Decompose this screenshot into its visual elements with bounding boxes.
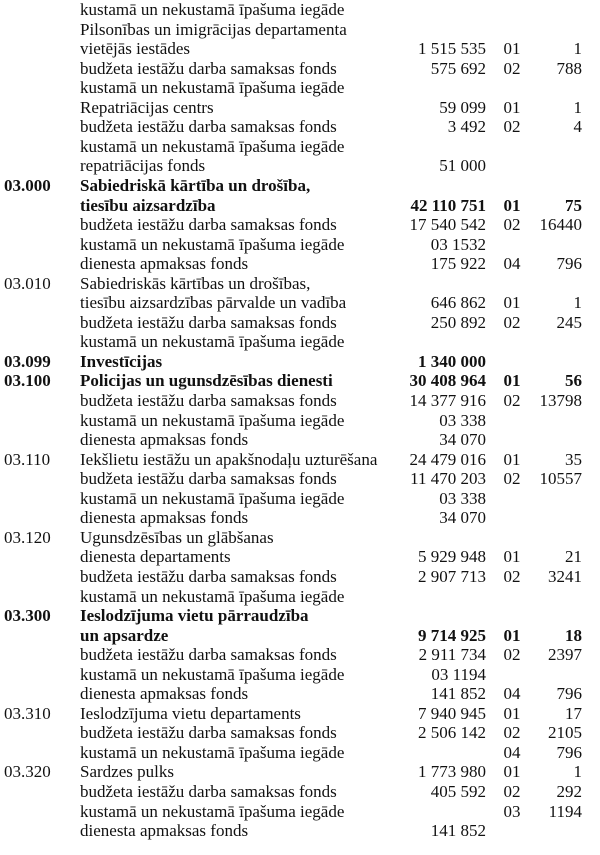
table-row	[0, 235, 600, 255]
row-description: tiesību aizsardzība	[80, 195, 216, 215]
table-row	[0, 39, 600, 59]
row-code-col2: 35	[565, 449, 582, 469]
row-amount: 34 070	[439, 430, 486, 450]
table-row	[0, 352, 600, 372]
row-code-col1: 01	[503, 547, 521, 567]
row-description: Ugunsdzēsības un glābšanas	[80, 527, 274, 547]
row-description: dienesta apmaksas fonds	[80, 254, 249, 274]
table-row	[0, 215, 600, 235]
row-amount: 24 479 016	[409, 449, 486, 469]
row-amount: 03 1194	[431, 664, 486, 684]
table-row	[0, 176, 600, 196]
row-code-col2: 17	[565, 703, 582, 723]
row-code-col1: 01	[503, 762, 521, 782]
row-code-col1: 02	[503, 391, 521, 410]
table-row	[0, 743, 600, 763]
row-description: budžeta iestāžu darba samaksas fonds	[80, 469, 337, 489]
row-code: 03.010	[4, 273, 51, 293]
row-code-col1: 04	[503, 684, 521, 704]
row-description: kustamā un nekustamā īpašuma iegāde	[80, 332, 345, 352]
table-row	[0, 821, 600, 841]
row-description: budžeta iestāžu darba samaksas fonds	[80, 723, 337, 743]
row-description: kustamā un nekustamā īpašuma iegāde	[80, 410, 345, 430]
row-code-col2: 4	[573, 117, 582, 137]
row-code-col1: 01	[503, 293, 521, 313]
row-description: kustamā un nekustamā īpašuma iegāde	[80, 742, 345, 762]
row-code-col2: 2397	[548, 645, 582, 665]
table-row	[0, 78, 600, 98]
table-row	[0, 684, 600, 704]
row-description: un apsardze	[80, 625, 169, 645]
row-amount: 250 892	[430, 312, 486, 332]
row-description: kustamā un nekustamā īpašuma iegāde	[80, 801, 345, 821]
row-amount: 575 692	[430, 58, 486, 78]
row-code-col2: 796	[556, 684, 582, 704]
row-code-col2: 1194	[548, 801, 582, 821]
row-amount: 646 862	[430, 293, 486, 313]
row-code-col1: 01	[503, 449, 521, 469]
row-code: 03.320	[4, 762, 51, 782]
row-code-col2: 1	[573, 39, 582, 59]
row-description: Investīcijas	[80, 351, 163, 371]
row-description: vietējās iestādes	[80, 39, 190, 59]
row-amount: 2 506 142	[418, 723, 486, 743]
row-code: 03.100	[4, 371, 51, 391]
table-row	[0, 391, 600, 411]
table-row	[0, 626, 600, 646]
row-code-col2: 16440	[539, 215, 582, 235]
table-row	[0, 411, 600, 431]
row-description: Sabiedriskā kārtība un drošība,	[80, 175, 311, 195]
table-row	[0, 606, 600, 626]
row-code-col1: 03	[503, 801, 521, 821]
row-code-col1: 02	[503, 566, 521, 586]
row-code-col2: 292	[556, 782, 582, 801]
row-amount: 03 1532	[430, 234, 486, 254]
table-row	[0, 723, 600, 743]
row-code-col1: 01	[503, 371, 521, 391]
row-amount: 1 773 980	[418, 762, 486, 782]
row-description: budžeta iestāžu darba samaksas fonds	[80, 117, 337, 137]
row-code-col1: 01	[503, 625, 521, 645]
row-code: 03.300	[4, 606, 51, 626]
row-description: Repatriācijas centrs	[80, 97, 214, 117]
row-code-col2: 796	[556, 254, 582, 274]
row-description: Sabiedriskās kārtības un drošības,	[80, 273, 311, 293]
row-amount: 2 907 713	[418, 566, 486, 586]
table-row	[0, 508, 600, 528]
row-amount: 3 492	[447, 117, 486, 137]
row-code-col1: 02	[503, 782, 521, 801]
row-description: budžeta iestāžu darba samaksas fonds	[80, 566, 337, 586]
row-code-col2: 18	[565, 625, 582, 645]
row-description: Pilsonības un imigrācijas departamenta	[80, 19, 347, 39]
row-description: kustamā un nekustamā īpašuma iegāde	[80, 488, 345, 508]
row-code-col2: 1	[573, 293, 582, 313]
row-description: Ieslodzījuma vietu pārraudzība	[80, 606, 309, 626]
row-amount: 175 922	[430, 254, 486, 274]
row-code-col2: 245	[556, 312, 582, 332]
row-description: kustamā un nekustamā īpašuma iegāde	[80, 78, 345, 98]
table-row	[0, 0, 600, 20]
row-description: repatriācijas fonds	[80, 156, 206, 176]
row-description: tiesību aizsardzības pārvalde un vadība	[80, 293, 347, 313]
row-code-col1: 02	[503, 469, 521, 489]
row-description: dienesta departaments	[80, 547, 231, 567]
row-amount: 03 338	[439, 488, 486, 508]
row-code-col1: 02	[503, 723, 521, 743]
table-row	[0, 450, 600, 470]
table-row	[0, 782, 600, 802]
row-description: budžeta iestāžu darba samaksas fonds	[80, 312, 337, 332]
table-row	[0, 547, 600, 567]
row-code-col2: 1	[573, 97, 582, 117]
row-code-col1: 02	[503, 117, 521, 137]
row-code-col1: 04	[503, 742, 521, 762]
row-description: dienesta apmaksas fonds	[80, 821, 249, 841]
table-row	[0, 430, 600, 450]
table-row	[0, 704, 600, 724]
row-description: Iekšlietu iestāžu un apakšnodaļu uzturēšana	[80, 449, 378, 469]
table-row	[0, 762, 600, 782]
table-row	[0, 293, 600, 313]
row-code-col2: 10557	[539, 469, 582, 489]
row-description: dienesta apmaksas fonds	[80, 430, 249, 450]
row-code-col2: 21	[565, 547, 582, 567]
row-amount: 7 940 945	[418, 703, 486, 723]
row-code-col1: 01	[503, 195, 521, 215]
table-row	[0, 567, 600, 587]
row-code-col1: 01	[503, 97, 521, 117]
row-amount: 2 911 734	[418, 645, 486, 665]
row-description: dienesta apmaksas fonds	[80, 508, 249, 528]
table-row	[0, 156, 600, 176]
table-row	[0, 196, 600, 216]
row-code-col2: 13798	[539, 391, 582, 410]
row-amount: 1 515 535	[418, 39, 486, 59]
row-code-col2: 2105	[548, 723, 582, 743]
row-amount: 30 408 964	[409, 371, 486, 391]
table-row	[0, 59, 600, 79]
table-row	[0, 117, 600, 137]
row-description: budžeta iestāžu darba samaksas fonds	[80, 645, 337, 665]
row-amount: 1 340 000	[418, 351, 486, 371]
row-description: budžeta iestāžu darba samaksas fonds	[80, 391, 337, 410]
table-row	[0, 98, 600, 118]
row-amount: 03 338	[439, 410, 486, 430]
row-code: 03.310	[4, 703, 51, 723]
row-code-col2: 796	[556, 742, 582, 762]
row-amount: 17 540 542	[409, 215, 486, 235]
table-row	[0, 371, 600, 391]
row-description: kustamā un nekustamā īpašuma iegāde	[80, 586, 345, 606]
table-row	[0, 332, 600, 352]
row-code-col1: 02	[503, 215, 521, 235]
table-row	[0, 313, 600, 333]
row-description: Sardzes pulks	[80, 762, 174, 782]
row-description: kustamā un nekustamā īpašuma iegāde	[80, 136, 345, 156]
table-row	[0, 645, 600, 665]
row-amount: 34 070	[439, 508, 486, 528]
row-code-col1: 01	[503, 703, 521, 723]
row-code: 03.099	[4, 351, 51, 371]
table-row	[0, 489, 600, 509]
row-code-col1: 02	[503, 58, 521, 78]
table-row	[0, 469, 600, 489]
row-amount: 11 470 203	[410, 469, 486, 489]
row-description: dienesta apmaksas fonds	[80, 684, 249, 704]
row-amount: 9 714 925	[418, 625, 486, 645]
row-amount: 59 099	[439, 97, 486, 117]
row-amount: 42 110 751	[410, 195, 486, 215]
row-code: 03.000	[4, 175, 51, 195]
table-row	[0, 137, 600, 157]
row-description: budžeta iestāžu darba samaksas fonds	[80, 782, 337, 801]
table-row	[0, 802, 600, 822]
row-amount: 405 592	[430, 782, 486, 801]
row-description: kustamā un nekustamā īpašuma iegāde	[80, 0, 345, 19]
row-description: kustamā un nekustamā īpašuma iegāde	[80, 664, 345, 684]
table-row	[0, 20, 600, 40]
row-description: budžeta iestāžu darba samaksas fonds	[80, 58, 337, 78]
table-row	[0, 254, 600, 274]
row-amount: 141 852	[430, 821, 486, 841]
row-amount: 141 852	[430, 684, 486, 704]
row-code-col1: 02	[503, 645, 521, 665]
row-amount: 51 000	[439, 156, 486, 176]
table-row	[0, 274, 600, 294]
row-description: Policijas un ugunsdzēsības dienesti	[80, 371, 333, 391]
row-code-col1: 01	[503, 39, 521, 59]
row-code-col2: 56	[565, 371, 582, 391]
row-code-col2: 788	[556, 58, 582, 78]
row-code: 03.110	[4, 449, 51, 469]
row-description: budžeta iestāžu darba samaksas fonds	[80, 215, 337, 235]
row-code: 03.120	[4, 527, 51, 547]
row-code-col1: 02	[503, 312, 521, 332]
row-description: Ieslodzījuma vietu departaments	[80, 703, 301, 723]
row-code-col1: 04	[503, 254, 521, 274]
table-row	[0, 665, 600, 685]
row-description: kustamā un nekustamā īpašuma iegāde	[80, 234, 345, 254]
table-row	[0, 528, 600, 548]
row-code-col2: 75	[565, 195, 582, 215]
row-code-col2: 1	[573, 762, 582, 782]
row-amount: 14 377 916	[409, 391, 486, 410]
row-code-col2: 3241	[548, 566, 582, 586]
row-amount: 5 929 948	[418, 547, 486, 567]
table-row	[0, 587, 600, 607]
